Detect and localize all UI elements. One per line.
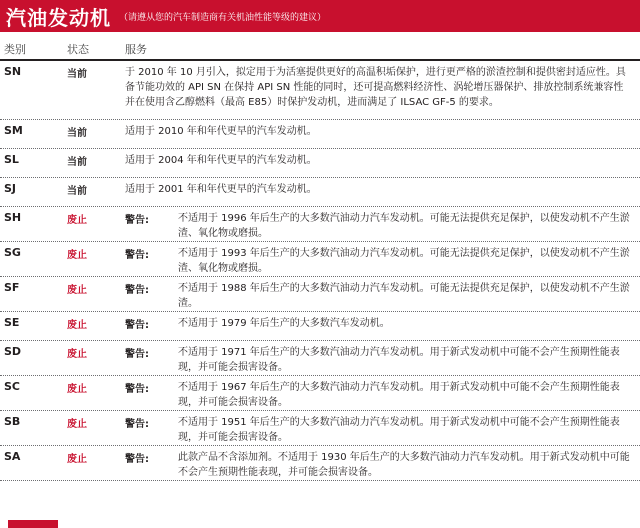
category-code: SJ [4,182,17,195]
category-code: SD [4,345,22,358]
warning-label: 警告: [125,349,149,360]
service-description: 不适用于 1988 年后生产的大多数汽油动力汽车发动机。可能无法提供充足保护，以使发动机不产生淤渣。 [178,283,630,309]
category-code: SA [4,450,21,463]
table-row [0,207,640,242]
status-label: 当前 [67,157,87,168]
table-row [0,312,640,341]
status-label: 当前 [67,128,87,139]
service-description: 不适用于 1971 年后生产的大多数汽油动力汽车发动机。用于新式发动机中可能不会产生预期性能表现，并可能会损害设备。 [178,347,620,373]
status-label: 废止 [67,349,87,360]
service-description: 适用于 2004 年和年代更早的汽车发动机。 [125,155,317,166]
category-code: SF [4,281,20,294]
warning-label: 警告: [125,285,149,296]
service-description: 适用于 2010 年和年代更早的汽车发动机。 [125,126,317,137]
category-code: SC [4,380,20,393]
table-row [0,178,640,207]
category-code: SE [4,316,20,329]
column-header-service: 服务 [125,43,147,56]
category-code: SG [4,246,21,259]
section-header [0,0,640,32]
table-row [0,446,640,481]
table-row [0,149,640,178]
service-description: 于 2010 年 10 月引入，拟定用于为活塞提供更好的高温积垢保护，进行更严格的淤渣控制和提供密封适应性。具备节能功效的 API SN 在保持 API SN 性能的同时，还可提高燃料经济性、涡轮增压器保护、排放控制系统兼容性并在使用含乙醇燃料（最高 E85）时保护发动机，进而满足了 ILSAC GF-5 的要求。 [125,67,626,108]
table-row [0,411,640,446]
status-label: 废止 [67,454,87,465]
service-description: 此款产品不含添加剂。不适用于 1930 年后生产的大多数汽油动力汽车发动机。用于新式发动机中可能不会产生预期性能表现，并可能会损害设备。 [178,452,630,478]
table-row [0,242,640,277]
category-table [0,61,640,481]
category-code: SL [4,153,19,166]
warning-label: 警告: [125,384,149,395]
category-code: SN [4,65,22,78]
column-header-status: 状态 [67,43,89,56]
service-description: 不适用于 1979 年后生产的大多数汽车发动机。 [178,318,390,329]
warning-label: 警告: [125,250,149,261]
brand-mark [8,520,58,528]
warning-label: 警告: [125,419,149,430]
status-label: 当前 [67,69,87,80]
page-title: 汽油发动机 [6,5,111,30]
category-code: SH [4,211,22,224]
table-row [0,120,640,149]
service-description: 不适用于 1967 年后生产的大多数汽油动力汽车发动机。用于新式发动机中可能不会产生预期性能表现，并可能会损害设备。 [178,382,620,408]
category-code: SB [4,415,21,428]
table-row [0,277,640,312]
column-headers [0,38,640,60]
service-description: 适用于 2001 年和年代更早的汽车发动机。 [125,184,317,195]
service-description: 不适用于 1993 年后生产的大多数汽油动力汽车发动机。可能无法提供充足保护，以使发动机不产生淤渣、氧化物或磨损。 [178,248,630,274]
status-label: 废止 [67,320,87,331]
service-description: 不适用于 1951 年后生产的大多数汽油动力汽车发动机。用于新式发动机中可能不会产生预期性能表现，并可能会损害设备。 [178,417,620,443]
status-label: 废止 [67,215,87,226]
status-label: 废止 [67,285,87,296]
status-label: 废止 [67,384,87,395]
status-label: 废止 [67,419,87,430]
table-row [0,61,640,120]
category-code: SM [4,124,23,137]
page-subtitle: （请遵从您的汽车制造商有关机油性能等级的建议） [119,12,327,23]
warning-label: 警告: [125,320,149,331]
service-description: 不适用于 1996 年后生产的大多数汽油动力汽车发动机。可能无法提供充足保护，以使发动机不产生淤渣、氧化物或磨损。 [178,213,630,239]
status-label: 当前 [67,186,87,197]
column-header-category: 类别 [4,43,26,56]
status-label: 废止 [67,250,87,261]
table-row [0,376,640,411]
warning-label: 警告: [125,454,149,465]
warning-label: 警告: [125,215,149,226]
table-row [0,341,640,376]
